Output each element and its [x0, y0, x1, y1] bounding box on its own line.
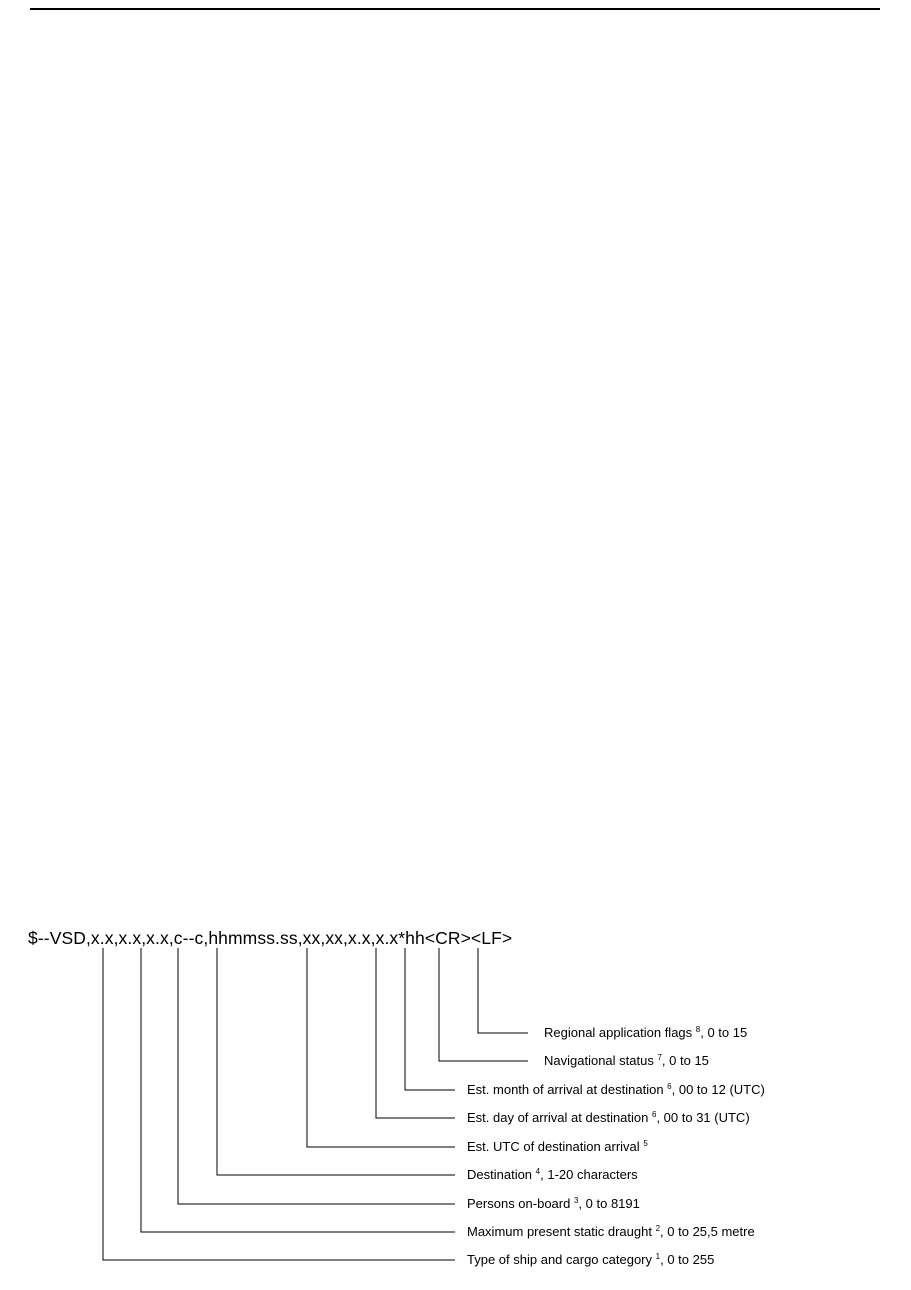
leader-regional-flags — [478, 948, 528, 1033]
field-label-regional-flags: Regional application flags $^8$, 0 to 15 — [544, 1025, 748, 1040]
field-label-ship-type: Type of ship and cargo category $^1$, 0 to 255 — [467, 1252, 715, 1267]
leader-ship-type — [103, 948, 455, 1260]
sentence-format: $--VSD,x.x,x.x,x.x,c--c,hhmmss.ss,xx,xx,x.x,x.x*hh<CR><LF> — [28, 928, 513, 948]
field-label-est-month: Est. month of arrival at destination $^6$, 00 to 12 (UTC) — [467, 1082, 765, 1097]
field-label-navigational-status: Navigational status $^7$, 0 to 15 — [544, 1053, 709, 1068]
leader-navigational-status — [439, 948, 528, 1061]
leader-est-month — [405, 948, 455, 1090]
field-label-est-day: Est. day of arrival at destination $^6$, 00 to 31 (UTC) — [467, 1110, 750, 1125]
field-label-max-draught: Maximum present static draught $^2$, 0 to 25,5 metre — [467, 1224, 755, 1239]
leader-persons-on-board — [178, 948, 455, 1204]
leader-est-utc — [307, 948, 455, 1147]
leader-destination — [217, 948, 455, 1175]
field-label-destination: Destination $^4$, 1-20 characters — [467, 1167, 638, 1182]
field-label-persons-on-board: Persons on-board $^3$, 0 to 8191 — [467, 1196, 640, 1211]
field-label-est-utc: Est. UTC of destination arrival $^5$ — [467, 1139, 648, 1154]
leader-est-day — [376, 948, 455, 1118]
